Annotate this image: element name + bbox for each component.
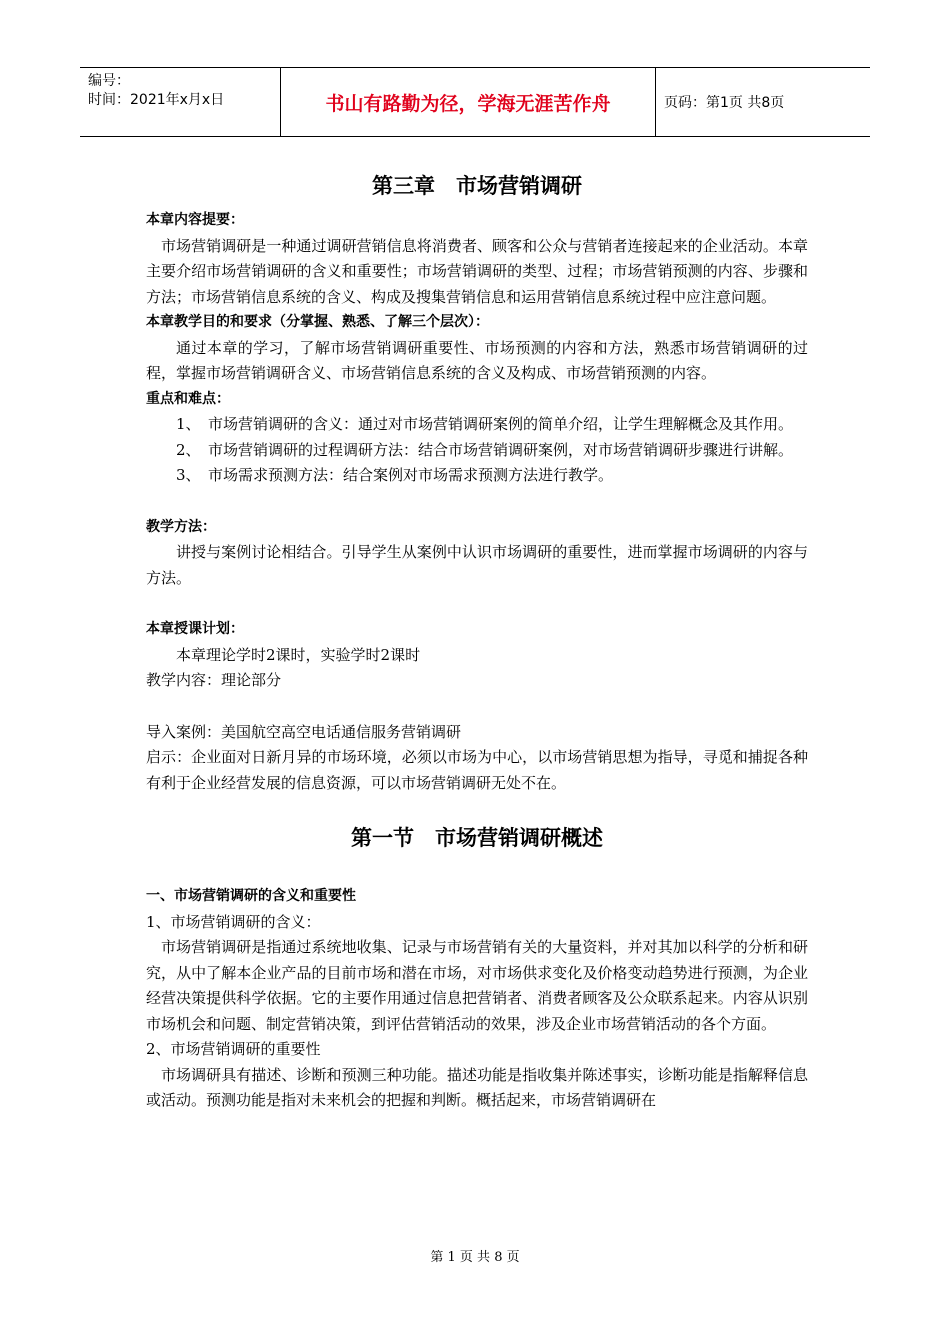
spacer (146, 591, 808, 617)
goals-heading: 本章教学目的和要求（分掌握、熟悉、了解三个层次）： (146, 314, 489, 330)
document-body (146, 168, 808, 1114)
plan-heading: 本章授课计划： (146, 621, 244, 637)
spacer (146, 489, 808, 515)
case-insight: 启示：企业面对日新月异的市场环境，必须以市场为中心，以市场营销思想为指导，寻觅和捕捉各种有利于企业经营发展的信息资源，可以市场营销调研无处不在。 (146, 748, 808, 792)
list-item (176, 412, 808, 438)
list-item (176, 463, 808, 489)
item1-title: 1、市场营销调研的含义： (146, 912, 321, 931)
key-points-list (146, 412, 808, 489)
summary-heading: 本章内容提要： (146, 212, 244, 228)
section-title: 第一节 市场营销调研概述 (351, 826, 603, 850)
list-item-number: 3、 (176, 466, 201, 484)
page-footer: 第 1 页 共 8 页 (430, 1250, 520, 1265)
header-page-label: 页码：第1页 共8页 (664, 95, 785, 111)
plan-content: 教学内容：理论部分 (146, 671, 282, 689)
list-item-text: 市场营销调研的过程调研方法：结合市场营销调研案例，对市场营销调研步骤进行讲解。 (208, 440, 794, 459)
case-intro: 导入案例：美国航空高空电话通信服务营销调研 (146, 722, 462, 741)
item2-title: 2、市场营销调研的重要性 (146, 1040, 321, 1058)
plan-hours: 本章理论学时2课时，实验学时2课时 (176, 645, 421, 664)
header-motto: 书山有路勤为径，学海无涯苦作舟 (281, 68, 656, 136)
section-subheading: 一、市场营销调研的含义和重要性 (146, 888, 356, 904)
methods-heading: 教学方法： (146, 518, 216, 535)
header-meta (80, 68, 281, 136)
summary-text: 市场营销调研是一种通过调研营销信息将消费者、顾客和公众与营销者连接起来的企业活动。本章主要介绍市场营销调研的含义和重要性；市场营销调研的类型、过程；市场营销预测的内容、步骤和方法；市场营销信息系统的含义、构成及搜集营销信息和运用营销信息系统过程中应注意问题。 (146, 236, 808, 306)
goals-text: 通过本章的学习，了解市场营销调研重要性、市场预测的内容和方法，熟悉市场营销调研的过程，掌握市场营销调研含义、市场营销信息系统的含义及构成、市场营销预测的内容。 (146, 338, 808, 382)
methods-text: 讲授与案例讨论相结合。引导学生从案例中认识市场调研的重要性，进而掌握市场调研的内容与方法。 (146, 543, 808, 587)
list-item-number: 2、 (176, 440, 201, 459)
list-item (176, 438, 808, 464)
item2-text: 市场调研具有描述、诊断和预测三种功能。描述功能是指收集并陈述事实，诊断功能是指解释信息或活动。预测功能是指对未来机会的把握和判断。概括起来，市场营销调研在 (146, 1065, 808, 1109)
item1-text: 市场营销调研是指通过系统地收集、记录与市场营销有关的大量资料，并对其加以科学的分析和研究，从中了解本企业产品的目前市场和潜在市场，对市场供求变化及价格变动趋势进行预测，为企业经营决策提供科学依据。它的主要作用通过信息把营销者、消费者顾客及公众联系起来。内容从识别市场机会和问题、制定营销决策，到评估营销活动的效果，涉及企业市场营销活动的各个方面。 (146, 938, 808, 1033)
page-header (80, 67, 870, 137)
list-item-text: 市场需求预测方法：结合案例对市场需求预测方法进行教学。 (208, 466, 614, 484)
chapter-title: 第三章 市场营销调研 (372, 174, 582, 198)
key-points-heading: 重点和难点： (146, 390, 230, 407)
date-label: 时间：2021年x月x日 (88, 92, 225, 108)
list-item-number: 1、 (176, 415, 201, 433)
list-item-text: 市场营销调研的含义：通过对市场营销调研案例的简单介绍，让学生理解概念及其作用。 (208, 415, 794, 433)
spacer (146, 694, 808, 720)
number-label: 编号： (88, 73, 130, 89)
